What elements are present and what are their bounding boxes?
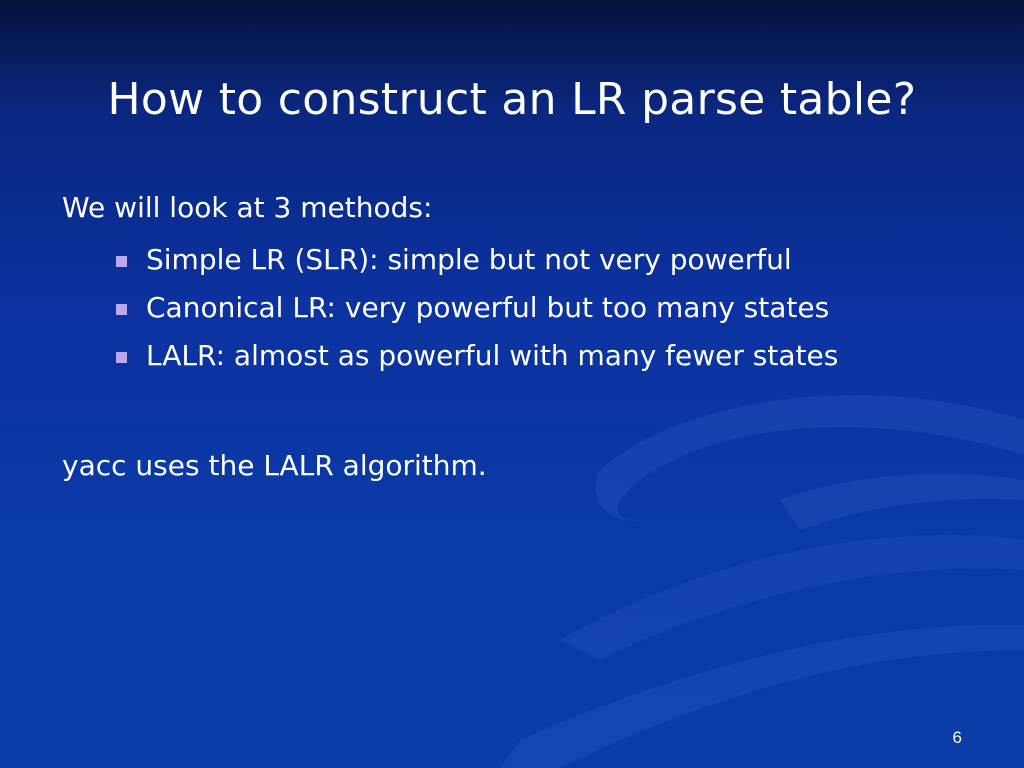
page-number: 6	[952, 728, 962, 747]
slide-body	[62, 188, 838, 486]
methods-list	[62, 236, 838, 380]
square-bullet-icon	[116, 352, 127, 363]
list-item	[114, 332, 838, 380]
square-bullet-icon	[116, 256, 127, 267]
square-bullet-icon	[116, 304, 127, 315]
list-item	[114, 284, 838, 332]
outro-text: yacc uses the LALR algorithm.	[62, 449, 487, 482]
intro-text: We will look at 3 methods:	[62, 191, 433, 224]
list-item-text: LALR: almost as powerful with many fewer states	[146, 339, 839, 372]
list-item-text: Canonical LR: very powerful but too many states	[146, 291, 830, 324]
list-item	[114, 236, 838, 284]
list-item-text: Simple LR (SLR): simple but not very powerful	[146, 243, 792, 276]
slide-title: How to construct an LR parse table?	[107, 74, 917, 125]
